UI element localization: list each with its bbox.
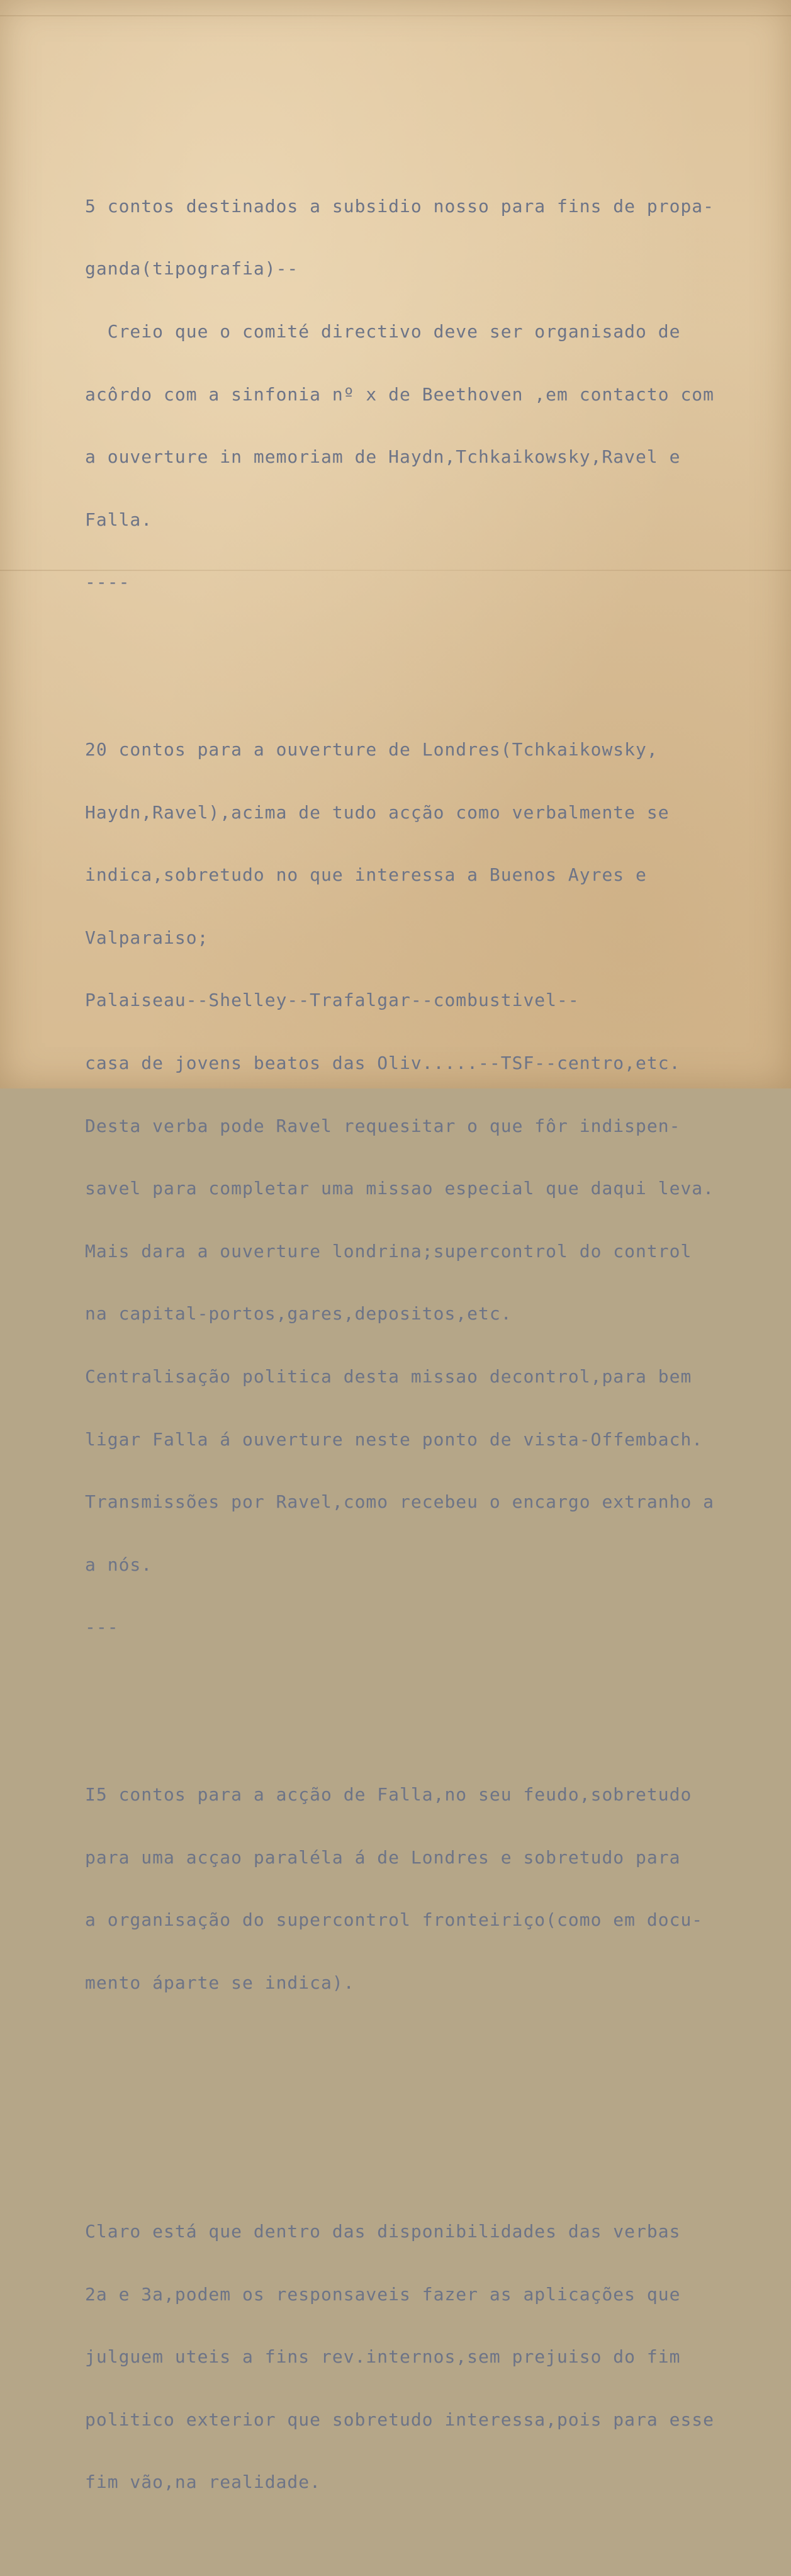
text-line: politico exterior que sobretudo interessa,pois para esse <box>85 2409 715 2430</box>
text-line: Transmissões por Ravel,como recebeu o encargo extranho a <box>85 1491 715 1513</box>
text-line: Valparaiso; <box>85 927 209 948</box>
paragraph-falla <box>85 1743 783 2035</box>
typewritten-text <box>85 112 783 2576</box>
text-line: para uma acçao paraléla á de Londres e sobretudo para <box>85 1846 681 1868</box>
text-line: ligar Falla á ouverture neste ponto de vista-Offembach. <box>85 1428 704 1450</box>
text-line: indica,sobretudo no que interessa a Buenos Ayres e <box>85 864 647 886</box>
text-line: a nós. <box>85 1554 153 1575</box>
text-line: Creio que o comité directivo deve ser organisado de <box>85 321 681 342</box>
text-line: Desta verba pode Ravel requesitar o que fôr indispen- <box>85 1115 681 1136</box>
separator-dashes: --- <box>85 1617 119 1638</box>
text-line: julguem uteis a fins rev.internos,sem prejuiso do fim <box>85 2346 681 2368</box>
text-line: 20 contos para a ouverture de Londres(Tchkaikowsky, <box>85 738 658 760</box>
text-line: 5 contos destinados a subsidio nosso para fins de propa- <box>85 195 715 217</box>
text-line: casa de jovens beatos das Oliv.....--TSF--centro,etc. <box>85 1052 681 1073</box>
text-line: na capital-portos,gares,depositos,etc. <box>85 1303 512 1325</box>
text-line: 2a e 3a,podem os responsaveis fazer as aplicações que <box>85 2283 681 2305</box>
text-line: Haydn,Ravel),acima de tudo acção como verbalmente se <box>85 801 670 823</box>
paragraph-propaganda <box>85 154 783 635</box>
top-edge-crease <box>0 15 791 16</box>
text-line: Centralisação politica desta missao decontrol,para bem <box>85 1365 692 1387</box>
text-line: a organisação do supercontrol fronteiriço(como em docu- <box>85 1909 704 1931</box>
text-line: a ouverture in memoriam de Haydn,Tchkaikowsky,Ravel e <box>85 446 681 468</box>
text-line: Claro está que dentro das disponibilidades das verbas <box>85 2220 681 2242</box>
paragraph-closing <box>85 2179 783 2534</box>
text-line: savel para completar uma missao especial que daqui leva. <box>85 1178 715 1199</box>
text-line: Falla. <box>85 509 153 530</box>
text-line: Palaiseau--Shelley--Trafalgar--combustivel-- <box>85 990 580 1011</box>
separator-dashes: ---- <box>85 572 130 593</box>
text-line: mento áparte se indica). <box>85 1972 355 1993</box>
paragraph-londres <box>85 698 783 1680</box>
paragraph-gap <box>85 2098 783 2116</box>
text-line: I5 contos para a acção de Falla,no seu feudo,sobretudo <box>85 1783 692 1805</box>
text-line: fim vão,na realidade. <box>85 2471 322 2493</box>
text-line: acôrdo com a sinfonia nº x de Beethoven ,em contacto com <box>85 383 715 405</box>
text-line: ganda(tipografia)-- <box>85 258 299 280</box>
text-line: Mais dara a ouverture londrina;supercontrol do control <box>85 1240 692 1262</box>
